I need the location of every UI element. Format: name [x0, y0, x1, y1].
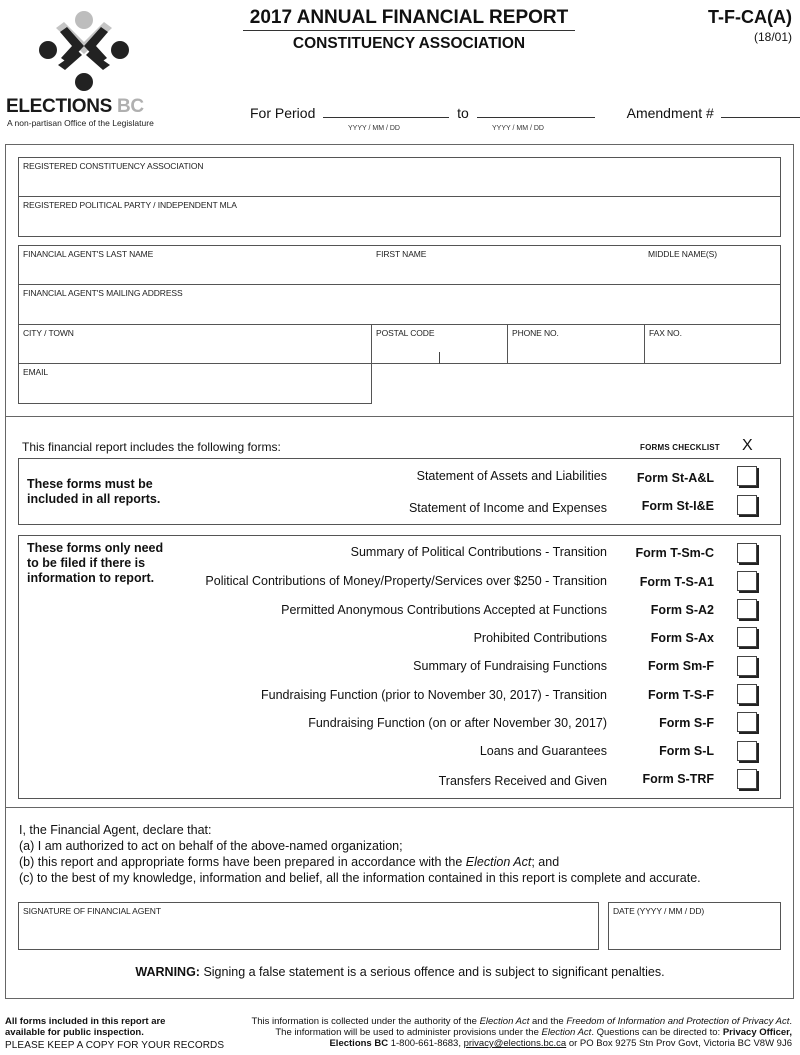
checkbox-sm-f[interactable]: [737, 656, 757, 676]
form-description: Loans and Guarantees: [479, 744, 607, 758]
privacy-email-link[interactable]: privacy@elections.bc.ca: [463, 1038, 567, 1049]
checkbox-t-s-f[interactable]: [737, 684, 757, 704]
checkbox-st-al[interactable]: [737, 466, 757, 486]
form-code-label: Form St-A&L: [636, 471, 714, 485]
period-from-field[interactable]: [323, 104, 449, 118]
declaration-item-b: (b) this report and appropriate forms have been prepared in accordance with the Election Act; and: [19, 855, 560, 869]
public-inspection-notice: All forms included in this report are available for public inspection. PLEASE KEEP A COPY FOR YOUR RECORDS: [5, 1016, 225, 1051]
form-description: Statement of Income and Expenses: [408, 501, 607, 515]
period-label: For Period: [250, 105, 316, 121]
period-from-hint: YYYY / MM / DD: [348, 125, 400, 132]
agent-last-name-field[interactable]: [19, 258, 369, 284]
postal-code-separator: [439, 352, 440, 364]
form-revision: (18/01): [753, 30, 792, 44]
required-forms-note: These forms must be included in all reports.: [27, 477, 161, 506]
form-description: Transfers Received and Given: [438, 774, 607, 788]
agent-middle-name-field[interactable]: [645, 258, 780, 284]
agent-last-name-label: FINANCIAL AGENT'S LAST NAME: [23, 249, 154, 259]
form-code-label: Form T-Sm-C: [635, 546, 714, 560]
warning-text: WARNING: Signing a false statement is a serious offence and is subject to significant penalties.: [135, 965, 665, 979]
optional-forms-note: These forms only need to be filed if there is information to report.: [27, 541, 164, 585]
form-description: Summary of Political Contributions - Transition: [350, 545, 607, 559]
section-divider: [5, 807, 794, 808]
agent-phone-field[interactable]: PHONE NO.: [507, 324, 645, 364]
agent-first-name-field[interactable]: [372, 258, 642, 284]
period-to-label: to: [457, 105, 469, 121]
amendment-label: Amendment #: [626, 105, 714, 121]
forms-intro: This financial report includes the following forms:: [22, 440, 281, 454]
checkbox-t-s-a1[interactable]: [737, 571, 757, 591]
logo-wordmark: ELECTIONS BC: [6, 96, 144, 117]
form-description: Fundraising Function (prior to November 30, 2017) - Transition: [261, 688, 607, 702]
checkbox-s-f[interactable]: [737, 712, 757, 732]
form-code-label: Form T-S-F: [648, 688, 714, 702]
checkbox-s-a2[interactable]: [737, 599, 757, 619]
checkbox-s-trf[interactable]: [737, 769, 757, 789]
checkbox-t-sm-c[interactable]: [737, 543, 757, 563]
form-description: Permitted Anonymous Contributions Accepted at Functions: [281, 603, 607, 617]
form-code-label: Form Sm-F: [648, 659, 714, 673]
agent-city-field[interactable]: CITY / TOWN: [18, 324, 372, 364]
amendment-field[interactable]: [721, 104, 800, 118]
form-code-label: Form T-S-A1: [639, 575, 714, 589]
elections-bc-logo-icon: [34, 8, 134, 93]
forms-checklist-label: FORMS CHECKLIST: [640, 443, 720, 452]
political-party-field[interactable]: REGISTERED POLITICAL PARTY / INDEPENDENT MLA: [18, 196, 781, 237]
signature-date-field[interactable]: DATE (YYYY / MM / DD): [608, 902, 781, 950]
agent-mailing-address-field[interactable]: FINANCIAL AGENT'S MAILING ADDRESS: [18, 284, 781, 325]
form-description: Fundraising Function (on or after November 30, 2017): [308, 716, 607, 730]
logo-tagline: A non-partisan Office of the Legislature: [7, 118, 154, 128]
report-title: 2017 ANNUAL FINANCIAL REPORT: [243, 7, 575, 31]
declaration-item-a: (a) I am authorized to act on behalf of the above-named organization;: [19, 839, 403, 853]
form-description: Summary of Fundraising Functions: [413, 659, 607, 673]
report-subtitle: CONSTITUENCY ASSOCIATION: [292, 35, 526, 52]
period-to-field[interactable]: [477, 104, 595, 118]
period-to-hint: YYYY / MM / DD: [492, 125, 544, 132]
form-description: Prohibited Contributions: [473, 631, 607, 645]
form-description: Political Contributions of Money/Property/Services over $250 - Transition: [205, 574, 607, 588]
checkbox-st-ie[interactable]: [737, 495, 757, 515]
form-description: Statement of Assets and Liabilities: [416, 469, 607, 483]
declaration-text: [19, 822, 701, 886]
checklist-x-mark: X: [742, 437, 753, 454]
form-code-label: Form S-Ax: [650, 631, 714, 645]
agent-email-field[interactable]: EMAIL: [18, 363, 372, 404]
form-code-label: Form S-F: [659, 716, 714, 730]
form-code-label: Form S-TRF: [642, 772, 714, 786]
checkbox-s-ax[interactable]: [737, 627, 757, 647]
period-row: [250, 104, 800, 121]
form-code-label: Form S-L: [659, 744, 714, 758]
form-code-label: Form S-A2: [650, 603, 714, 617]
agent-fax-field[interactable]: FAX NO.: [644, 324, 781, 364]
agent-middle-name-label: MIDDLE NAME(S): [648, 249, 717, 259]
declaration-item-c: (c) to the best of my knowledge, information and belief, all the information contained in this report is complete and accurate.: [19, 871, 701, 885]
privacy-notice: This information is collected under the authority of the Election Act and the Freedom of Information and Protection of Privacy Act. The information will be used to administer provisions under the Election Act. Questions can be directed to: Privacy Officer, Elections BC 1-800-661-8683, privacy@elections.bc.ca or PO Box 9275 Stn Prov Govt, Victoria BC V8W 9J6: [251, 1016, 792, 1049]
declaration-intro: I, the Financial Agent, declare that:: [19, 823, 212, 837]
constituency-association-field[interactable]: REGISTERED CONSTITUENCY ASSOCIATION: [18, 157, 781, 197]
keep-copy-notice: PLEASE KEEP A COPY FOR YOUR RECORDS: [5, 1040, 225, 1051]
checkbox-s-l[interactable]: [737, 741, 757, 761]
form-code: T-F-CA(A): [708, 7, 792, 27]
agent-postal-code-field[interactable]: POSTAL CODE: [371, 324, 508, 364]
form-code-label: Form St-I&E: [641, 499, 714, 513]
signature-field[interactable]: SIGNATURE OF FINANCIAL AGENT: [18, 902, 599, 950]
section-divider: [5, 416, 794, 417]
agent-first-name-label: FIRST NAME: [376, 249, 427, 259]
elections-bc-logo: [6, 8, 166, 128]
